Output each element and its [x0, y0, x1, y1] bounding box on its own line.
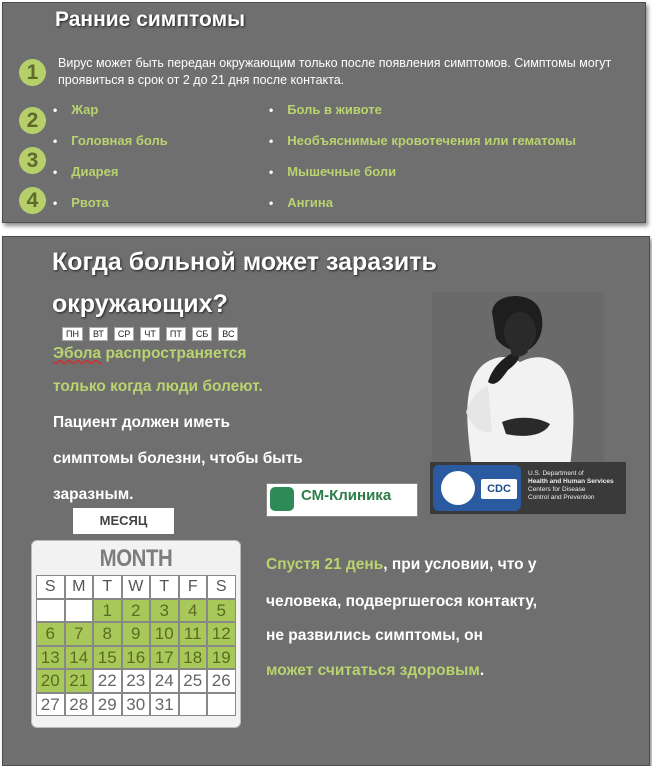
- calendar-day-cell: 9: [122, 622, 151, 646]
- calendar-day-cell: 19: [207, 646, 236, 670]
- cdc-org-text: U.S. Department of Health and Human Services Centers for Disease Control and Prevention: [528, 470, 614, 501]
- symptom-item: • Мышечные боли: [269, 164, 397, 179]
- calendar-day-cell: 15: [93, 646, 122, 670]
- calendar-day-cell: 7: [65, 622, 94, 646]
- ebola-spread-line2: только когда люди болеют.: [53, 378, 263, 395]
- ebola-spread-line1: Эбола распространяется: [53, 345, 247, 362]
- calendar-weekday-header: S: [36, 575, 65, 599]
- cdc-logo: [430, 462, 626, 514]
- calendar-day-cell: 18: [179, 646, 208, 670]
- recovery-text-line2: человека, подвергшегося контакту,: [266, 593, 538, 610]
- calendar-day-cell: 5: [207, 599, 236, 623]
- calendar-day-cell: 27: [36, 693, 65, 717]
- patient-text-line2: симптомы болезни, чтобы быть: [53, 450, 303, 467]
- cm-clinic-mark-icon: [270, 487, 294, 511]
- hhs-emblem: [433, 465, 521, 511]
- cdc-mark: CDC: [481, 479, 517, 499]
- calendar-weekday-header: T: [93, 575, 122, 599]
- early-symptoms-panel: [2, 2, 646, 223]
- symptom-item: • Диарея: [53, 164, 119, 179]
- calendar-empty-cell: [179, 693, 208, 717]
- calendar-weekday-header: S: [207, 575, 236, 599]
- calendar-day-cell: 21: [65, 669, 94, 693]
- symptom-item: • Боль в животе: [269, 102, 382, 117]
- early-symptoms-title: Ранние симптомы: [55, 8, 246, 31]
- calendar-day-cell: 20: [36, 669, 65, 693]
- weekday-label: ВТ: [89, 327, 108, 341]
- calendar-day-cell: 10: [150, 622, 179, 646]
- contagion-title-line1: Когда больной может заразить: [52, 248, 437, 276]
- calendar-day-cell: 29: [93, 693, 122, 717]
- weekday-label: ВС: [218, 327, 238, 341]
- weekday-labels: [62, 327, 238, 341]
- calendar-day-cell: 17: [150, 646, 179, 670]
- symptom-item: • Рвота: [53, 195, 109, 210]
- recovery-text-line4: может считаться здоровым.: [266, 662, 485, 679]
- step-3-icon: 3: [19, 147, 46, 174]
- transmission-intro-text: Вирус может быть передан окружающим только после появления симптомов. Симптомы могут проявиться в срок от 2 до 21 дня после контакта.: [58, 56, 612, 87]
- calendar-day-cell: 23: [122, 669, 151, 693]
- calendar-empty-cell: [36, 599, 65, 623]
- calendar-day-cell: 26: [207, 669, 236, 693]
- calendar-grid: [36, 575, 236, 716]
- weekday-label: ЧТ: [140, 327, 160, 341]
- ebola-word: Эбола: [53, 345, 102, 362]
- calendar-day-cell: 4: [179, 599, 208, 623]
- symptom-item: • Необъяснимые кровотечения или гематомы: [269, 133, 576, 148]
- calendar-day-cell: 8: [93, 622, 122, 646]
- weekday-label: ПН: [62, 327, 83, 341]
- calendar-day-cell: 1: [93, 599, 122, 623]
- calendar-day-cell: 14: [65, 646, 94, 670]
- step-4-icon: 4: [19, 187, 46, 214]
- weekday-label: ПТ: [166, 327, 186, 341]
- calendar-day-cell: 2: [122, 599, 151, 623]
- calendar-day-cell: 6: [36, 622, 65, 646]
- patient-text-line3: заразным.: [53, 486, 134, 503]
- step-1-icon: 1: [19, 59, 46, 86]
- calendar-day-cell: 11: [179, 622, 208, 646]
- hhs-eagle-icon: [441, 471, 475, 505]
- recovery-text-line3: не развились симптомы, он: [266, 627, 483, 644]
- calendar-day-cell: 30: [122, 693, 151, 717]
- patient-text-line1: Пациент должен иметь: [53, 414, 231, 431]
- calendar-title: MONTH: [99, 545, 173, 572]
- symptom-item: • Ангина: [269, 195, 333, 210]
- calendar-weekday-header: M: [65, 575, 94, 599]
- recovery-text-line1: Спустя 21 день, при условии, что у: [266, 556, 537, 573]
- weekday-label: СР: [114, 327, 135, 341]
- calendar-weekday-header: W: [122, 575, 151, 599]
- step-2-icon: 2: [19, 107, 46, 134]
- calendar-day-cell: 22: [93, 669, 122, 693]
- cm-clinic-name: СМ-Клиника: [301, 487, 392, 504]
- contagion-title-line2: окружающих?: [52, 290, 228, 318]
- calendar-weekday-header: F: [179, 575, 208, 599]
- calendar-day-cell: 12: [207, 622, 236, 646]
- month-label: МЕСЯЦ: [73, 508, 174, 534]
- sick-person-image: [432, 292, 604, 467]
- calendar-image: [31, 540, 241, 728]
- weekday-label: СБ: [192, 327, 212, 341]
- calendar-day-cell: 25: [179, 669, 208, 693]
- calendar-day-cell: 24: [150, 669, 179, 693]
- calendar-weekday-header: T: [150, 575, 179, 599]
- symptom-item: • Жар: [53, 102, 99, 117]
- calendar-day-cell: 28: [65, 693, 94, 717]
- calendar-day-cell: 13: [36, 646, 65, 670]
- symptom-item: • Головная боль: [53, 133, 168, 148]
- calendar-day-cell: 16: [122, 646, 151, 670]
- calendar-day-cell: 31: [150, 693, 179, 717]
- calendar-empty-cell: [207, 693, 236, 717]
- calendar-empty-cell: [65, 599, 94, 623]
- calendar-day-cell: 3: [150, 599, 179, 623]
- cm-clinic-logo: [266, 483, 418, 517]
